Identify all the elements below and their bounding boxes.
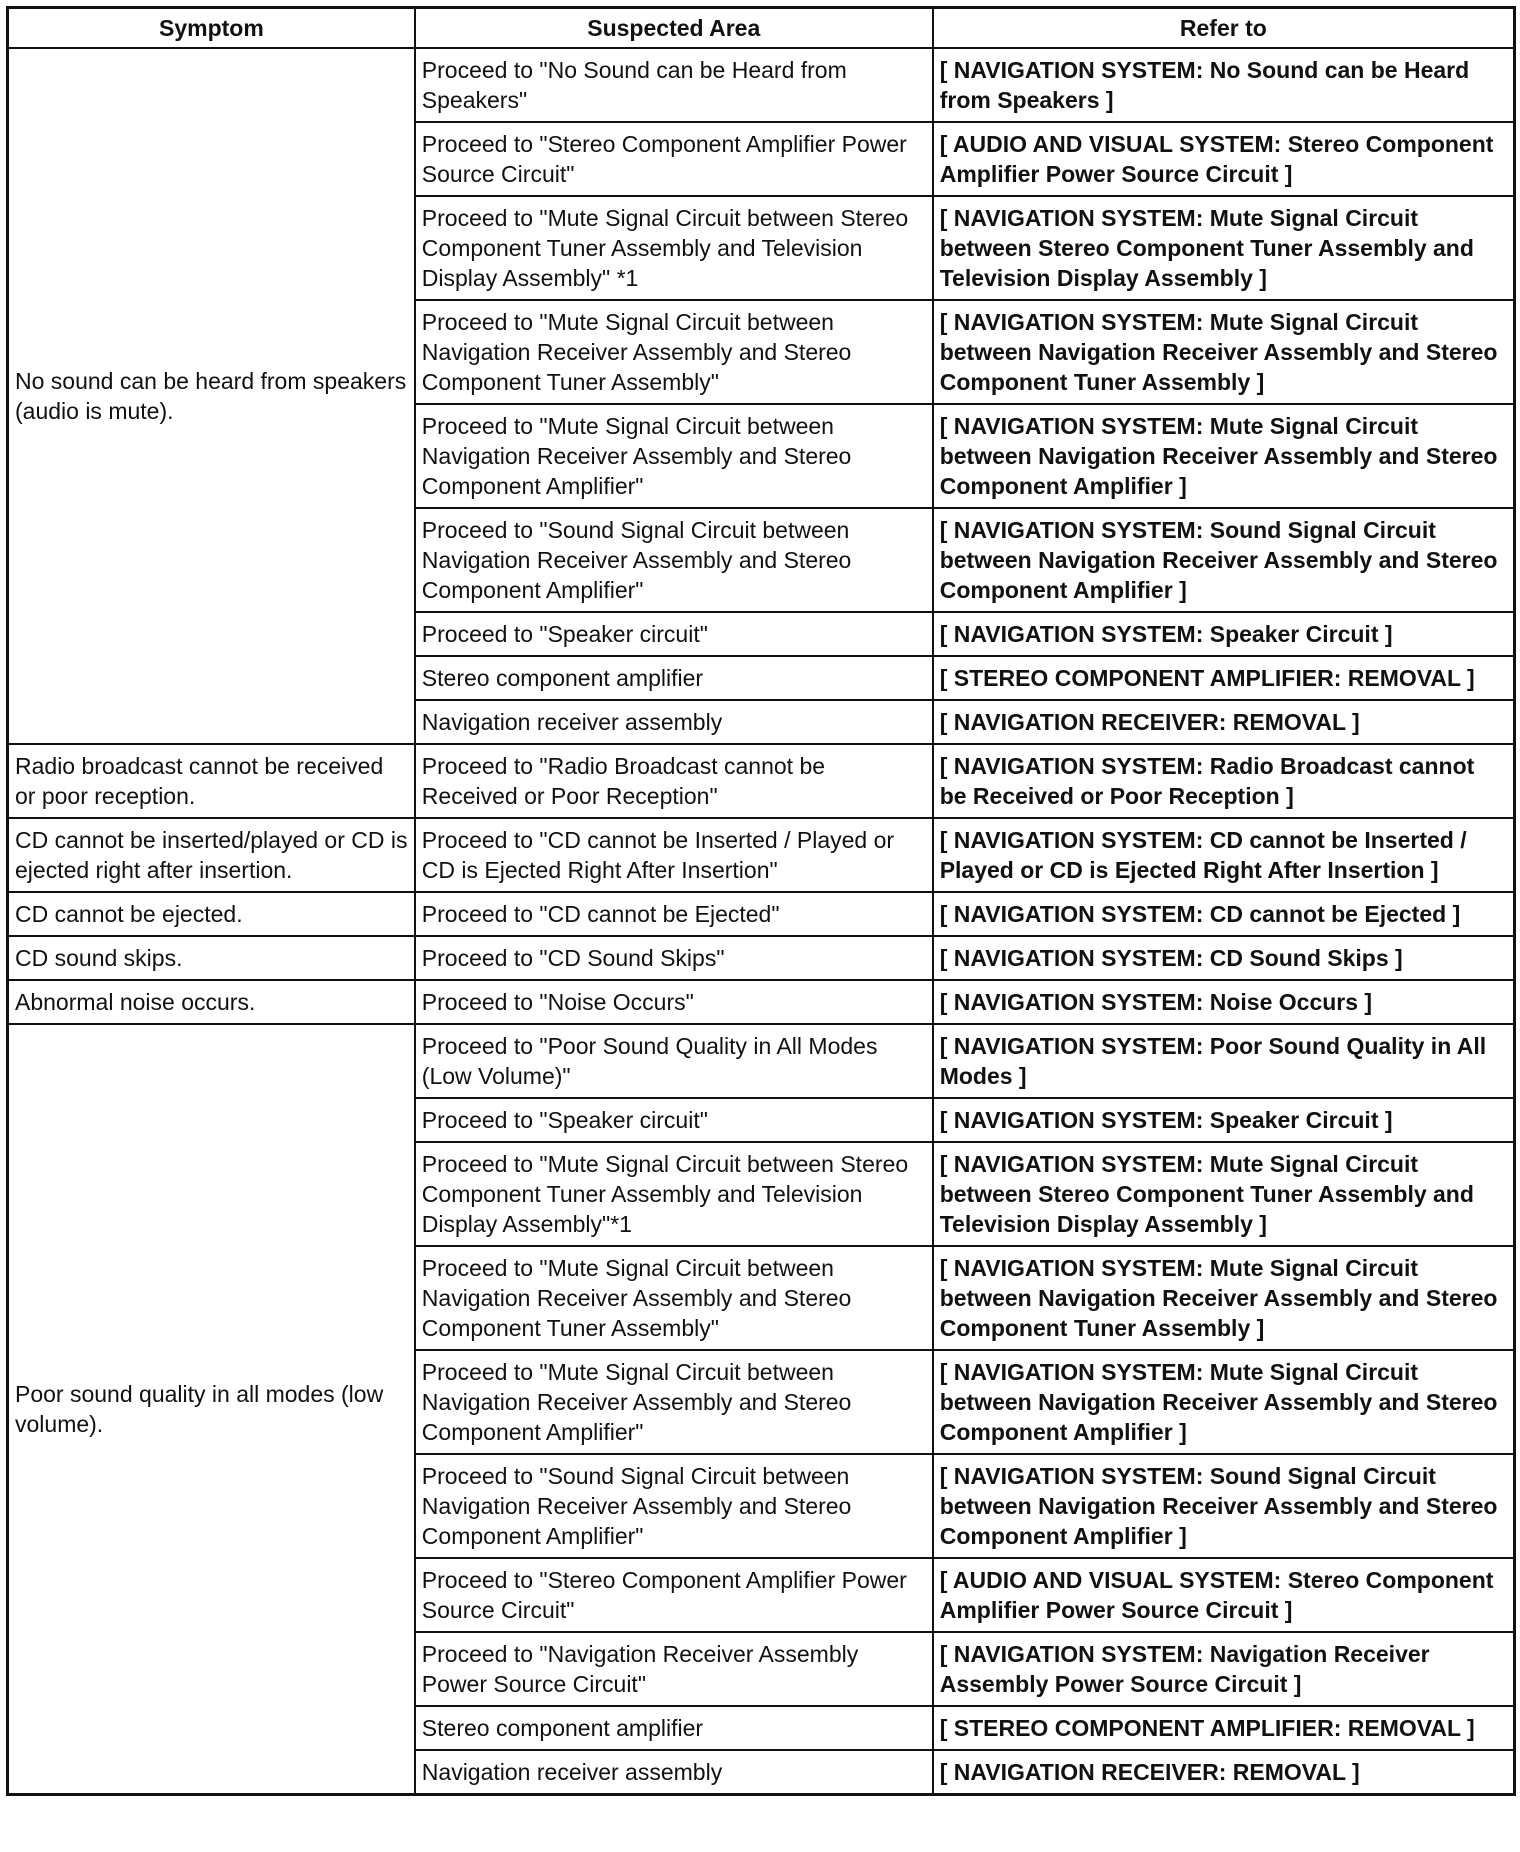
table-row xyxy=(8,936,1515,980)
suspected-area-cell: Proceed to "No Sound can be Heard from Speakers" xyxy=(415,48,933,122)
suspected-area-cell: Proceed to "CD Sound Skips" xyxy=(415,936,933,980)
refer-to-link[interactable]: [ AUDIO AND VISUAL SYSTEM: Stereo Component Amplifier Power Source Circuit ] xyxy=(933,122,1515,196)
suspected-area-cell: Proceed to "Radio Broadcast cannot be Received or Poor Reception" xyxy=(415,744,933,818)
refer-to-link[interactable]: [ NAVIGATION SYSTEM: Mute Signal Circuit between Navigation Receiver Assembly and Stereo Component Tuner Assembly ] xyxy=(933,1246,1515,1350)
refer-to-link[interactable]: [ NAVIGATION SYSTEM: Speaker Circuit ] xyxy=(933,612,1515,656)
table-row xyxy=(8,818,1515,892)
suspected-area-cell: Proceed to "CD cannot be Inserted / Played or CD is Ejected Right After Insertion" xyxy=(415,818,933,892)
suspected-area-cell: Proceed to "Mute Signal Circuit between Stereo Component Tuner Assembly and Television Display Assembly" *1 xyxy=(415,196,933,300)
refer-to-link[interactable]: [ NAVIGATION SYSTEM: Noise Occurs ] xyxy=(933,980,1515,1024)
refer-to-link[interactable]: [ NAVIGATION SYSTEM: Mute Signal Circuit between Navigation Receiver Assembly and Stereo Component Amplifier ] xyxy=(933,404,1515,508)
suspected-area-cell: Proceed to "Sound Signal Circuit between Navigation Receiver Assembly and Stereo Component Amplifier" xyxy=(415,1454,933,1558)
symptom-cell: Abnormal noise occurs. xyxy=(8,980,415,1024)
suspected-area-cell: Stereo component amplifier xyxy=(415,656,933,700)
refer-to-link[interactable]: [ AUDIO AND VISUAL SYSTEM: Stereo Component Amplifier Power Source Circuit ] xyxy=(933,1558,1515,1632)
symptom-cell: Radio broadcast cannot be received or poor reception. xyxy=(8,744,415,818)
refer-to-link[interactable]: [ NAVIGATION SYSTEM: Radio Broadcast cannot be Received or Poor Reception ] xyxy=(933,744,1515,818)
refer-to-link[interactable]: [ NAVIGATION SYSTEM: Mute Signal Circuit between Navigation Receiver Assembly and Stereo Component Tuner Assembly ] xyxy=(933,300,1515,404)
refer-to-link[interactable]: [ NAVIGATION SYSTEM: CD cannot be Ejected ] xyxy=(933,892,1515,936)
refer-to-link[interactable]: [ NAVIGATION SYSTEM: Sound Signal Circuit between Navigation Receiver Assembly and Stereo Component Amplifier ] xyxy=(933,508,1515,612)
table-row xyxy=(8,892,1515,936)
suspected-area-cell: Proceed to "Mute Signal Circuit between Navigation Receiver Assembly and Stereo Component Tuner Assembly" xyxy=(415,300,933,404)
header-symptom: Symptom xyxy=(8,8,415,49)
suspected-area-cell: Navigation receiver assembly xyxy=(415,700,933,744)
suspected-area-cell: Proceed to "Speaker circuit" xyxy=(415,1098,933,1142)
symptom-cell: CD cannot be ejected. xyxy=(8,892,415,936)
refer-to-link[interactable]: [ NAVIGATION RECEIVER: REMOVAL ] xyxy=(933,1750,1515,1795)
refer-to-link[interactable]: [ STEREO COMPONENT AMPLIFIER: REMOVAL ] xyxy=(933,1706,1515,1750)
suspected-area-cell: Proceed to "Stereo Component Amplifier Power Source Circuit" xyxy=(415,1558,933,1632)
refer-to-link[interactable]: [ NAVIGATION SYSTEM: No Sound can be Heard from Speakers ] xyxy=(933,48,1515,122)
suspected-area-cell: Proceed to "Navigation Receiver Assembly Power Source Circuit" xyxy=(415,1632,933,1706)
suspected-area-cell: Proceed to "CD cannot be Ejected" xyxy=(415,892,933,936)
suspected-area-cell: Proceed to "Sound Signal Circuit between Navigation Receiver Assembly and Stereo Component Amplifier" xyxy=(415,508,933,612)
refer-to-link[interactable]: [ NAVIGATION RECEIVER: REMOVAL ] xyxy=(933,700,1515,744)
refer-to-link[interactable]: [ NAVIGATION SYSTEM: Navigation Receiver Assembly Power Source Circuit ] xyxy=(933,1632,1515,1706)
refer-to-link[interactable]: [ NAVIGATION SYSTEM: Sound Signal Circuit between Navigation Receiver Assembly and Stereo Component Amplifier ] xyxy=(933,1454,1515,1558)
troubleshooting-table xyxy=(6,6,1516,1796)
refer-to-link[interactable]: [ NAVIGATION SYSTEM: Mute Signal Circuit between Stereo Component Tuner Assembly and Television Display Assembly ] xyxy=(933,196,1515,300)
suspected-area-cell: Navigation receiver assembly xyxy=(415,1750,933,1795)
refer-to-link[interactable]: [ STEREO COMPONENT AMPLIFIER: REMOVAL ] xyxy=(933,656,1515,700)
refer-to-link[interactable]: [ NAVIGATION SYSTEM: CD Sound Skips ] xyxy=(933,936,1515,980)
table-row xyxy=(8,1024,1515,1098)
refer-to-link[interactable]: [ NAVIGATION SYSTEM: Speaker Circuit ] xyxy=(933,1098,1515,1142)
symptom-cell: CD cannot be inserted/played or CD is ejected right after insertion. xyxy=(8,818,415,892)
suspected-area-cell: Proceed to "Mute Signal Circuit between Stereo Component Tuner Assembly and Television Display Assembly"*1 xyxy=(415,1142,933,1246)
header-refer-to: Refer to xyxy=(933,8,1515,49)
suspected-area-cell: Proceed to "Stereo Component Amplifier Power Source Circuit" xyxy=(415,122,933,196)
table-row xyxy=(8,744,1515,818)
suspected-area-cell: Proceed to "Mute Signal Circuit between Navigation Receiver Assembly and Stereo Component Amplifier" xyxy=(415,1350,933,1454)
symptom-cell: CD sound skips. xyxy=(8,936,415,980)
suspected-area-cell: Proceed to "Noise Occurs" xyxy=(415,980,933,1024)
header-suspected-area: Suspected Area xyxy=(415,8,933,49)
table-row xyxy=(8,980,1515,1024)
suspected-area-cell: Proceed to "Mute Signal Circuit between Navigation Receiver Assembly and Stereo Component Tuner Assembly" xyxy=(415,1246,933,1350)
table-row xyxy=(8,48,1515,122)
refer-to-link[interactable]: [ NAVIGATION SYSTEM: Poor Sound Quality in All Modes ] xyxy=(933,1024,1515,1098)
refer-to-link[interactable]: [ NAVIGATION SYSTEM: Mute Signal Circuit between Stereo Component Tuner Assembly and Television Display Assembly ] xyxy=(933,1142,1515,1246)
table-body xyxy=(8,48,1515,1795)
refer-to-link[interactable]: [ NAVIGATION SYSTEM: Mute Signal Circuit between Navigation Receiver Assembly and Stereo Component Amplifier ] xyxy=(933,1350,1515,1454)
suspected-area-cell: Proceed to "Mute Signal Circuit between Navigation Receiver Assembly and Stereo Component Amplifier" xyxy=(415,404,933,508)
symptom-cell: Poor sound quality in all modes (low volume). xyxy=(8,1024,415,1795)
refer-to-link[interactable]: [ NAVIGATION SYSTEM: CD cannot be Inserted / Played or CD is Ejected Right After Insertion ] xyxy=(933,818,1515,892)
suspected-area-cell: Proceed to "Speaker circuit" xyxy=(415,612,933,656)
symptom-cell: No sound can be heard from speakers (audio is mute). xyxy=(8,48,415,744)
suspected-area-cell: Stereo component amplifier xyxy=(415,1706,933,1750)
suspected-area-cell: Proceed to "Poor Sound Quality in All Modes (Low Volume)" xyxy=(415,1024,933,1098)
header-row xyxy=(8,8,1515,49)
